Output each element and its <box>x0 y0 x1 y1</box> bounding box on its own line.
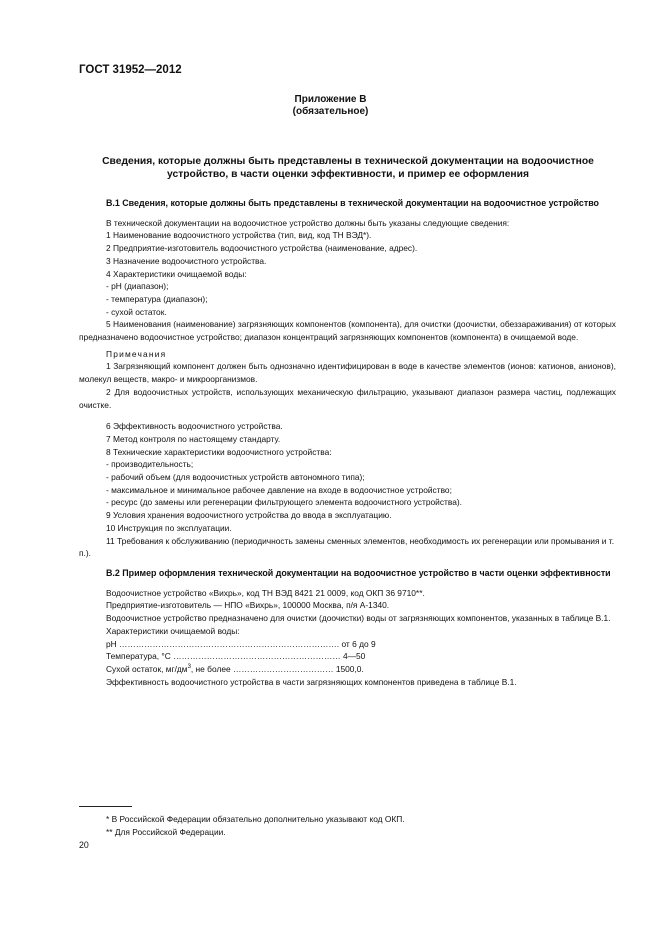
standard-header: ГОСТ 31952—2012 <box>79 64 182 76</box>
footnote: * В Российской Федерации обязательно дополнительно указывают код ОКП. <box>106 814 405 824</box>
temp-value: 4—50 <box>342 651 366 662</box>
temp-leader: …………………………………………………… <box>173 651 341 662</box>
section-b1-heading: В.1 Сведения, которые должны быть представлены в технической документации на водоочистное устройство <box>106 198 599 208</box>
b1-item: - температура (диапазон); <box>106 293 208 304</box>
section-b2-heading: В.2 Пример оформления технической документации на водоочистное устройство в части оценки эффективности <box>106 567 611 578</box>
document-body <box>79 197 616 688</box>
b2-ph-row <box>106 638 616 651</box>
residue-rest: , не более <box>190 663 231 674</box>
b1-item: - производительность; <box>106 459 194 470</box>
b2-char-heading: Характеристики очищаемой воды: <box>106 625 240 636</box>
ph-leader: ……………………………………………………………………. <box>119 638 340 649</box>
b2-temp-row <box>106 650 616 663</box>
ph-label: pH <box>106 638 117 649</box>
b2-device: Водоочистное устройство «Вихрь», код ТН ВЭД 8421 21 0009, код ОКП 36 9710**. <box>106 587 425 598</box>
appendix-heading <box>0 94 661 118</box>
b1-item: 11 Требования к обслуживанию (периодичность замены сменных элементов, необходимость их регенерации или промывания и т. п.). <box>79 535 615 559</box>
b1-item: 1 Наименование водоочистного устройства (тип, вид, код ТН ВЭД*). <box>106 230 372 241</box>
b1-item: 2 Предприятие-изготовитель водоочистного устройства (наименование, адрес). <box>106 243 418 254</box>
b1-item: - сухой остаток. <box>106 306 167 317</box>
b1-item: 4 Характеристики очищаемой воды: <box>106 268 247 279</box>
residue-leader: ……………………………… <box>232 663 334 674</box>
ph-value: от 6 до 9 <box>341 638 376 649</box>
b2-purpose: Водоочистное устройство предназначено для очистки (доочистки) воды от загрязняющих компонентов, указанных в таблице В.1. <box>106 613 611 624</box>
residue-sup: 3 <box>187 664 191 671</box>
b1-item: - рабочий объем (для водоочистных устройств автономного типа); <box>106 472 365 483</box>
b1-item: - ресурс (до замены или регенерации фильтрующего элемента водоочистного устройства). <box>106 497 462 508</box>
b1-item: 9 Условия хранения водоочистного устройства до ввода в эксплуатацию. <box>106 510 392 521</box>
footnote-divider <box>79 806 132 807</box>
main-title: Сведения, которые должны быть представлены в технической документации на водоочистное устройство, в части оценки эффективности, и пример ее оформления <box>102 156 594 180</box>
page-number: 20 <box>79 840 89 850</box>
residue-label: Сухой остаток, мг/дм <box>106 663 188 674</box>
note: 1 Загрязняющий компонент должен быть однозначно идентифицирован в воде в качестве элементов (ионов: катионов, анионов), молекул веществ, макро- и микроорганизмов. <box>79 361 616 385</box>
temp-label: Температура, °С <box>106 651 171 662</box>
appendix-title: Приложение В <box>294 94 367 105</box>
b2-residue-row <box>106 663 616 676</box>
b1-item: 3 Назначение водоочистного устройства. <box>106 255 267 266</box>
b1-intro: В технической документации на водоочистное устройство должны быть указаны следующие сведения: <box>106 217 510 228</box>
b1-item: - рН (диапазон); <box>106 281 169 292</box>
b2-manufacturer: Предприятие-изготовитель — НПО «Вихрь», 100000 Москва, п/я А-1340. <box>106 600 390 611</box>
note: 2 Для водоочистных устройств, использующих механическую фильтрацию, указывают диапазон размера частиц, подлежащих очистке. <box>79 386 616 410</box>
b2-efficiency: Эффективность водоочистного устройства в части загрязняющих компонентов приведена в таблице В.1. <box>106 676 517 687</box>
appendix-status: (обязательное) <box>292 106 369 117</box>
b1-item: 10 Инструкция по эксплуатации. <box>106 522 232 533</box>
b1-item: 7 Метод контроля по настоящему стандарту. <box>106 433 281 444</box>
notes-heading: Примечания <box>106 348 167 359</box>
footnote: ** Для Российской Федерации. <box>106 827 226 837</box>
b1-item: 5 Наименования (наименование) загрязняющих компонентов (компонента), для очистки (доочистки, обеззараживания) от которых предназначено водоочистное устройство; диапазон концентраций загрязняющих компонентов (компонента) в очищаемой воде. <box>79 319 616 343</box>
b1-item: - максимальное и минимальное рабочее давление на входе в водоочистное устройство; <box>106 484 452 495</box>
residue-value: 1500,0. <box>335 663 364 674</box>
b1-item: 6 Эффективность водоочистного устройства. <box>106 421 283 432</box>
b1-item: 8 Технические характеристики водоочистного устройства: <box>106 446 332 457</box>
